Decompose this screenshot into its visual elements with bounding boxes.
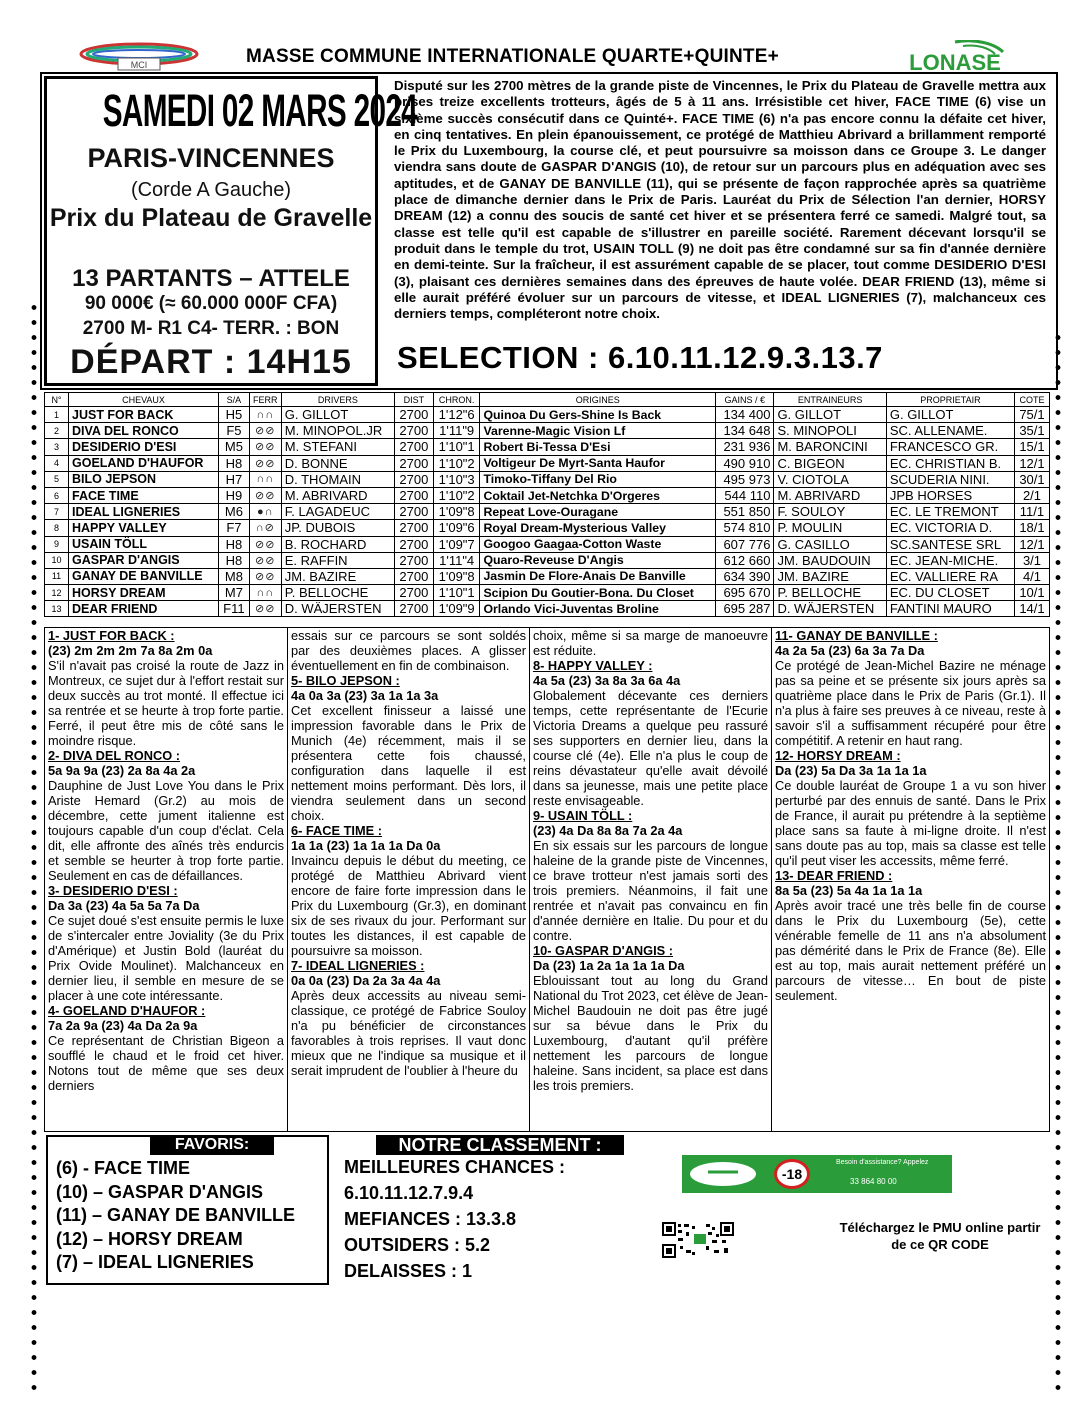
horse-comment-title: 4- GOELAND D'HAUFOR : — [48, 1003, 206, 1018]
distance: 2700 — [394, 407, 433, 423]
lonase-logo-text: LONASE — [909, 50, 1001, 74]
table-row — [45, 423, 1050, 439]
horse-sex-age: H9 — [219, 487, 250, 503]
horse-sex-age: M5 — [219, 439, 250, 455]
race-date: SAMEDI 02 MARS 2024 — [102, 85, 418, 136]
earnings: 634 390 — [715, 568, 773, 584]
runner-number: 1 — [45, 407, 69, 423]
driver-name: JM. BAZIRE — [281, 568, 394, 584]
classement-box — [340, 1135, 640, 1287]
distance: 2700 — [394, 487, 433, 503]
horse-comment-form: 7a 2a 9a (23) 4a Da 2a 9a — [48, 1018, 198, 1033]
horse-sex-age: M7 — [219, 585, 250, 601]
horse-comment-text: Après deux accessits au niveau semi-classique, ce protégé de Fabrice Souloy n'a pu bénéficier de circonstances favorables à trois reprises. Il vaut donc mieux que ne l'indique sa musique et il serait imprudent de l'oublier à l'heure du — [291, 988, 526, 1078]
favoris-item: (7) – IDEAL LIGNERIES — [56, 1252, 254, 1272]
shoeing-icon: ⊘⊘ — [249, 487, 281, 503]
runner-number: 2 — [45, 423, 69, 439]
favoris-item: (10) – GASPAR D'ANGIS — [56, 1181, 263, 1202]
shoeing-icon: ∩∩ — [249, 407, 281, 423]
earnings: 695 670 — [715, 585, 773, 601]
mci-logo-text: MCI — [130, 60, 148, 70]
race-presentation: Disputé sur les 2700 mètres de la grande piste de Vincennes, le Prix du Plateau de Gravelle mettra aux prises treize excellents trotteurs, âgés de 5 à 11 ans. Irrésistible cet hiver, FACE TIME (6) vise un sixième succès consécutif dans ce Quinté+. FACE TIME (6) n'a pas encore connu la défaite cet hiver, en cinq tentatives. En plein épanouissement, ce protégé de Matthieu Abrivard a brillamment remporté le Prix du Luxembourg, la course clé, et peut poursuivre sa moisson dans ce Groupe 3. Le danger viendra sans doute de GASPAR D'ANGIS (10), de retour sur un parcours plus en adéquation avec ses aptitudes, et de GANAY DE BANVILLE (11), qui se présente de façon rapprochée après sa quatrième place de dimanche dernier dans le Prix de Paris. Lauréat du Prix de Sélection l'an dernier, HORSY DREAM (12) a connu des soucis de santé cet hiver et se présentera ferré ce samedi. Malgré tout, sa classe est telle qu'il est capable de s'illustrer en pareille société. Rarement décevant lorsqu'il se produit dans le temple du trot, USAIN TOLL (9) ne doit pas être condamné sur sa fin d'année dernière en demi-teinte. Sur la fraîcheur, il est assurément capable de se placer, tout comme DESIDERIO D'ESI (3), plaisant ces dernières semaines dans des épreuves de haute volée. DEAR FRIEND (13), même si elle aurait préféré évoluer sur un parcours de vitesse, et IDEAL LIGNERIES (7), malchanceux ces derniers temps, compléteront notre choix. — [394, 78, 1046, 322]
trainer: JM. BAUDOUIN — [774, 552, 886, 568]
odds: 4/1 — [1014, 568, 1049, 584]
shoeing-icon: ⊘⊘ — [249, 568, 281, 584]
age-limit-icon: -18 — [774, 1159, 810, 1189]
origins: Quinoa Du Gers-Shine Is Back — [480, 407, 716, 423]
classement-mefiances: MEFIANCES : 13.3.8 — [344, 1209, 517, 1229]
horse-comment-text: Invaincu depuis le début du meeting, ce protégé de Matthieu Abrivard vient encore de faire forte impression dans le Prix du Luxembourg (Gr.3), en dominant six de ses rivaux du jour. Performant sur toutes les distances, il est capable de poursuivre sa moisson. — [291, 853, 526, 958]
horse-comment-text: S'il n'avait pas croisé la route de Jazz in Montreux, ce sujet dur à l'effort restait sur deux succès au trot monté. Il effectue ici sa rentrée et se heurte à trop forte partie. Ferré, il peut être mis de côté sans le moindre risque. — [48, 658, 284, 748]
runner-number: 10 — [45, 552, 69, 568]
horse-comment-form: Da 3a (23) 4a 5a 5a 7a Da — [48, 898, 200, 913]
runners-table-body — [45, 407, 1050, 617]
owner: SCUDERIA NINI. — [886, 471, 1014, 487]
horse-comment-form: 4a 5a (23) 3a 8a 3a 6a 4a — [533, 673, 681, 688]
runner-number: 3 — [45, 439, 69, 455]
trainer: P. MOULIN — [774, 520, 886, 536]
origins: Robert Bi-Tessa D'Esi — [480, 439, 716, 455]
earnings: 134 400 — [715, 407, 773, 423]
table-header-cell: COTE — [1014, 393, 1049, 407]
table-header-row — [45, 393, 1050, 407]
table-header-cell: DIST — [394, 393, 433, 407]
horse-comment-form: Da (23) 5a Da 3a 1a 1a 1a — [775, 763, 927, 778]
horse-comment — [291, 628, 526, 673]
horse-comment — [533, 658, 768, 808]
odds: 11/1 — [1014, 504, 1049, 520]
horse-comment — [775, 628, 1046, 748]
chrono: 1'10"2 — [433, 487, 480, 503]
horse-comment-text: choix, même si sa marge de manoeuvre est réduite. — [533, 628, 768, 658]
qr-code-icon[interactable] — [662, 1222, 734, 1258]
distance: 2700 — [394, 455, 433, 471]
odds: 3/1 — [1014, 552, 1049, 568]
owner: SC. ALLENAME. — [886, 423, 1014, 439]
distance: 2700 — [394, 585, 433, 601]
chrono: 1'09"8 — [433, 504, 480, 520]
shoeing-icon: ●∩ — [249, 504, 281, 520]
horse-comment-text: Ce sujet doué s'est ensuite permis le luxe de s'intercaler entre Joviality (3e du Prix d'Amérique) et Justin Bold (lauréat du Prix Ovide Moulinet). Malchanceux en dernier lieu, il semble en mesure de se placer à une cote intéressante. — [48, 913, 284, 1003]
horse-comment-title: 8- HAPPY VALLEY : — [533, 658, 653, 673]
horse-comment-text: Après avoir tracé une très belle fin de course dans le Prix du Luxembourg (5e), cette vénérable femelle de 11 ans n'a absolument pas démérité dans le Prix de France (8e). Elle est au top, mais aurait nettement préféré un parcours de vitesse… En bout de piste seulement. — [775, 898, 1046, 1003]
race-depart: DÉPART : 14H15 — [70, 343, 352, 381]
shoeing-icon: ∩∩ — [249, 471, 281, 487]
left-dot-border — [30, 300, 38, 1400]
classement-meilleures-label: MEILLEURES CHANCES : — [344, 1157, 566, 1177]
runner-number: 6 — [45, 487, 69, 503]
horse-comment-title: 9- USAIN TÖLL : — [533, 808, 633, 823]
race-selection: SELECTION : 6.10.11.12.9.3.13.7 — [397, 340, 883, 375]
trainer: C. BIGEON — [774, 455, 886, 471]
table-header-cell: DRIVERS — [281, 393, 394, 407]
horse-comment — [533, 808, 768, 943]
table-row — [45, 407, 1050, 423]
earnings: 574 810 — [715, 520, 773, 536]
race-allocation: 90 000€ (≈ 60.000 000F CFA) — [84, 293, 338, 314]
driver-name: M. ABRIVARD — [281, 487, 394, 503]
distance: 2700 — [394, 520, 433, 536]
trainer: M. ABRIVARD — [774, 487, 886, 503]
horse-comment — [775, 868, 1046, 1003]
odds: 12/1 — [1014, 536, 1049, 552]
table-header-cell: ORIGINES — [480, 393, 716, 407]
classement-heading: NOTRE CLASSEMENT : — [376, 1135, 624, 1155]
trainer: D. WÄJERSTEN — [774, 601, 886, 617]
distance: 2700 — [394, 536, 433, 552]
race-distance: 2700 M- R1 C4- TERR. : BON — [82, 318, 340, 339]
distance: 2700 — [394, 504, 433, 520]
comments-column-3 — [529, 628, 771, 1131]
table-row — [45, 471, 1050, 487]
horse-comment-form: 4a 2a 5a (23) 6a 3a 7a Da — [775, 643, 925, 658]
helpline-phone: 33 864 80 00 — [850, 1177, 897, 1186]
horse-comment — [48, 628, 284, 748]
trainer: S. MINOPOLI — [774, 423, 886, 439]
table-row — [45, 568, 1050, 584]
odds: 12/1 — [1014, 455, 1049, 471]
table-row — [45, 585, 1050, 601]
owner: EC. DU CLOSET — [886, 585, 1014, 601]
horse-sex-age: H8 — [219, 552, 250, 568]
driver-name: G. GILLOT — [281, 407, 394, 423]
shoeing-icon: ⊘⊘ — [249, 423, 281, 439]
horse-comment-title: 6- FACE TIME : — [291, 823, 383, 838]
horse-comment-title: 3- DESIDERIO D'ESI : — [48, 883, 178, 898]
horse-comment-title: 7- IDEAL LIGNERIES : — [291, 958, 425, 973]
driver-name: E. RAFFIN — [281, 552, 394, 568]
earnings: 695 287 — [715, 601, 773, 617]
horse-comment-title: 5- BILO JEPSON : — [291, 673, 400, 688]
horse-comment-title: 13- DEAR FRIEND : — [775, 868, 893, 883]
table-row — [45, 601, 1050, 617]
distance: 2700 — [394, 439, 433, 455]
favoris-item: (12) – HORSY DREAM — [56, 1228, 243, 1249]
mci-logo — [78, 40, 200, 72]
driver-name: B. ROCHARD — [281, 536, 394, 552]
chrono: 1'09"7 — [433, 536, 480, 552]
origins: Repeat Love-Ouragane — [480, 504, 716, 520]
chrono: 1'12"6 — [433, 407, 480, 423]
horse-comment-form: 5a 9a 9a (23) 2a 8a 4a 2a — [48, 763, 196, 778]
distance: 2700 — [394, 568, 433, 584]
horse-comment — [775, 748, 1046, 868]
right-dot-border — [1054, 330, 1062, 1390]
owner: EC. VICTORIA D. — [886, 520, 1014, 536]
horse-name: GANAY DE BANVILLE — [69, 568, 219, 584]
table-row — [45, 520, 1050, 536]
owner: G. GILLOT — [886, 407, 1014, 423]
favoris-list — [56, 1157, 295, 1275]
earnings: 134 648 — [715, 423, 773, 439]
shoeing-icon: ⊘⊘ — [249, 552, 281, 568]
chrono: 1'11"4 — [433, 552, 480, 568]
trainer: JM. BAZIRE — [774, 568, 886, 584]
owner: FRANCESCO GR. — [886, 439, 1014, 455]
race-venue: PARIS-VINCENNES — [87, 143, 335, 173]
table-header-cell: PROPRIETAIR — [886, 393, 1014, 407]
horse-comment-form: (23) 4a Da 8a 8a 7a 2a 4a — [533, 823, 683, 838]
horse-name: HORSY DREAM — [69, 585, 219, 601]
shoeing-icon: ⊘⊘ — [249, 455, 281, 471]
lonase-logo — [885, 40, 1025, 74]
pmu-download-text: Téléchargez le PMU online partir de ce QR CODE — [839, 1220, 1041, 1252]
horse-comment-form: 4a 0a 3a (23) 3a 1a 1a 3a — [291, 688, 439, 703]
distance: 2700 — [394, 552, 433, 568]
origins: Quaro-Reveuse D'Angis — [480, 552, 716, 568]
comments-column-4 — [771, 628, 1049, 1131]
owner: SC.SANTESE SRL — [886, 536, 1014, 552]
odds: 2/1 — [1014, 487, 1049, 503]
distance: 2700 — [394, 471, 433, 487]
horse-comment-text: En six essais sur les parcours de longue haleine de la grande piste de Vincennes, ce brave trotteur n'est jamais sorti des trois premiers. Néanmoins, il fait une rentrée et n'avait pas convaincu en fin d'année dernière en Italie. Du pour et du contre. — [533, 838, 768, 943]
shoeing-icon: ⊘⊘ — [249, 601, 281, 617]
horse-comment-title: 10- GASPAR D'ANGIS : — [533, 943, 674, 958]
driver-name: M. STEFANI — [281, 439, 394, 455]
table-row — [45, 487, 1050, 503]
trainer: F. SOULOY — [774, 504, 886, 520]
chrono: 1'09"9 — [433, 601, 480, 617]
origins: Voltigeur De Myrt-Santa Haufor — [480, 455, 716, 471]
shoeing-icon: ∩⊘ — [249, 520, 281, 536]
horse-sex-age: H5 — [219, 407, 250, 423]
horse-name: JUST FOR BACK — [69, 407, 219, 423]
horse-name: DEAR FRIEND — [69, 601, 219, 617]
table-header-cell: FERR — [249, 393, 281, 407]
race-name: Prix du Plateau de Gravelle — [49, 204, 373, 232]
favoris-heading: FAVORIS: — [150, 1135, 274, 1155]
trainer: G. CASILLO — [774, 536, 886, 552]
origins: Timoko-Tiffany Del Rio — [480, 471, 716, 487]
lonase-mini-logo-icon — [688, 1160, 758, 1188]
owner: EC. CHRISTIAN B. — [886, 455, 1014, 471]
horse-sex-age: H7 — [219, 471, 250, 487]
horse-comment-text: Dauphine de Just Love You dans le Prix Ariste Hemard (Gr.2) au mois de décembre, cette jument italienne est toujours capable d'un coup d'éclat. Cela dit, elle affronte des aînés très endurcis et semble se heurter à trop forte partie. Seulement en cas de défaillances. — [48, 778, 284, 883]
horse-comment — [291, 823, 526, 958]
horse-name: GOELAND D'HAUFOR — [69, 455, 219, 471]
runners-table — [44, 392, 1050, 617]
earnings: 551 850 — [715, 504, 773, 520]
horse-comment-form: 0a 0a (23) Da 2a 3a 4a 4a — [291, 973, 441, 988]
driver-name: D. THOMAIN — [281, 471, 394, 487]
horse-comment-text: Ce protégé de Jean-Michel Bazire ne ménage pas sa peine et se présente six jours après sa quatrième place dans le Prix de Paris (Gr.1). Il n'a plus à faire ses preuves à ce niveau, reste à savoir s'il a suffisamment récupéré pour être compétitif. A retenir en haut rang. — [775, 658, 1046, 748]
driver-name: D. BONNE — [281, 455, 394, 471]
classement-delaisses: DELAISSES : 1 — [344, 1261, 473, 1281]
driver-name: F. LAGADEUC — [281, 504, 394, 520]
horse-name: USAIN TÖLL — [69, 536, 219, 552]
table-header-cell: CHEVAUX — [69, 393, 219, 407]
odds: 10/1 — [1014, 585, 1049, 601]
helpline-label: Besoin d'assistance? Appelez — [836, 1159, 929, 1166]
classement-outsiders: OUTSIDERS : 5.2 — [344, 1235, 491, 1255]
favoris-box — [46, 1135, 329, 1285]
horse-comment-title: 2- DIVA DEL RONCO : — [48, 748, 181, 763]
classement-meilleures: 6.10.11.12.7.9.4 — [344, 1183, 474, 1203]
earnings: 231 936 — [715, 439, 773, 455]
horse-comment-form: 1a 1a (23) 1a 1a 1a Da 0a — [291, 838, 441, 853]
horse-sex-age: F7 — [219, 520, 250, 536]
trainer: P. BELLOCHE — [774, 585, 886, 601]
horse-sex-age: H8 — [219, 536, 250, 552]
horse-comment-text: Eblouissant tout au long du Grand National du Trot 2023, cet élève de Jean-Michel Baudouin ne doit pas être jugé sur sa bévue dans le Prix du Luxembourg, d'autant qu'il préfère nettement les parcours de longue haleine. Sans incident, sa place est dans les trois premiers. — [533, 973, 768, 1093]
horse-sex-age: F11 — [219, 601, 250, 617]
horse-comment-text: Ce double lauréat de Groupe 1 a vu son hiver perturbé par des ennuis de santé. Dans le Prix de France, il aurait pu prétendre à la septième place sans sa faute à mi-ligne droite. Il n'est sans doute pas au top, mais sa classe est telle qu'il peut viser les accessits, même ferré. — [775, 778, 1046, 868]
horse-name: GASPAR D'ANGIS — [69, 552, 219, 568]
horse-comment-text: Globalement décevante ces derniers temps, cette représentante de l'Ecurie Victoria Dreams a quelque peu rassuré ses supporters en dernier lieu, dans la course clé (4e). Elle n'a plus le coup de reins dévastateur qu'elle avait dévoilé dans sa jeunesse, mais une petite place reste envisageable. — [533, 688, 768, 808]
origins: Royal Dream-Mysterious Valley — [480, 520, 716, 536]
horse-comments — [44, 627, 1050, 1132]
runner-number: 13 — [45, 601, 69, 617]
chrono: 1'10"1 — [433, 439, 480, 455]
horse-comment — [291, 673, 526, 823]
horse-comment-text: essais sur ce parcours se sont soldés par des deuxièmes places. A glisser éventuellement en fin de combinaison. — [291, 628, 526, 673]
horse-sex-age: M8 — [219, 568, 250, 584]
horse-name: HAPPY VALLEY — [69, 520, 219, 536]
horse-comment-text: Cet excellent finisseur a laissé une impression favorable dans le Prix de Munich (4e) récemment, mais il se présentera cette fois chaussé, configuration dans laquelle il est nettement moins performant. Dès lors, il viendra seulement dans un second choix. — [291, 703, 526, 823]
table-header-cell: S/A — [219, 393, 250, 407]
comments-column-2 — [287, 628, 529, 1131]
shoeing-icon: ⊘⊘ — [249, 439, 281, 455]
origins: Googoo Gaagaa-Cotton Waste — [480, 536, 716, 552]
race-corde: (Corde A Gauche) — [130, 179, 292, 201]
horse-comment-form: Da (23) 1a 2a 1a 1a 1a Da — [533, 958, 685, 973]
trainer: V. CIOTOLA — [774, 471, 886, 487]
horse-comment-form: (23) 2m 2m 2m 7a 8a 2m 0a — [48, 643, 213, 658]
horse-sex-age: F5 — [219, 423, 250, 439]
runner-number: 9 — [45, 536, 69, 552]
table-header-cell: GAINS / € — [715, 393, 773, 407]
table-row — [45, 536, 1050, 552]
odds: 15/1 — [1014, 439, 1049, 455]
driver-name: D. WÄJERSTEN — [281, 601, 394, 617]
horse-name: BILO JEPSON — [69, 471, 219, 487]
distance: 2700 — [394, 423, 433, 439]
race-partants: 13 PARTANTS – ATTELE — [72, 265, 350, 292]
horse-sex-age: M6 — [219, 504, 250, 520]
runner-number: 11 — [45, 568, 69, 584]
odds: 30/1 — [1014, 471, 1049, 487]
favoris-item: (11) – GANAY DE BANVILLE — [56, 1205, 296, 1225]
earnings: 612 660 — [715, 552, 773, 568]
table-header-cell: N° — [45, 393, 69, 407]
table-row — [45, 455, 1050, 471]
table-header-cell: ENTRAINEURS — [774, 393, 886, 407]
horse-name: FACE TIME — [69, 487, 219, 503]
page-title: MASSE COMMUNE INTERNATIONALE QUARTE+QUINTE+ — [246, 46, 779, 67]
horse-comment — [533, 943, 768, 1093]
owner: EC. JEAN-MICHE. — [886, 552, 1014, 568]
horse-comment — [48, 748, 284, 883]
odds: 75/1 — [1014, 407, 1049, 423]
runner-number: 8 — [45, 520, 69, 536]
horse-sex-age: H8 — [219, 455, 250, 471]
driver-name: P. BELLOCHE — [281, 585, 394, 601]
runner-number: 12 — [45, 585, 69, 601]
earnings: 544 110 — [715, 487, 773, 503]
horse-comment — [48, 1003, 284, 1093]
horse-name: DESIDERIO D'ESI — [69, 439, 219, 455]
horse-name: IDEAL LIGNERIES — [69, 504, 219, 520]
chrono: 1'10"1 — [433, 585, 480, 601]
chrono: 1'09"6 — [433, 520, 480, 536]
table-header-cell: CHRON. — [433, 393, 480, 407]
table-row — [45, 504, 1050, 520]
runner-number: 5 — [45, 471, 69, 487]
runner-number: 4 — [45, 455, 69, 471]
trainer: G. GILLOT — [774, 407, 886, 423]
horse-comment-form: 8a 5a (23) 5a 4a 1a 1a 1a — [775, 883, 923, 898]
horse-comment-title: 1- JUST FOR BACK : — [48, 628, 175, 643]
horse-name: DIVA DEL RONCO — [69, 423, 219, 439]
odds: 14/1 — [1014, 601, 1049, 617]
chrono: 1'11"9 — [433, 423, 480, 439]
earnings: 490 910 — [715, 455, 773, 471]
shoeing-icon: ∩∩ — [249, 585, 281, 601]
origins: Jasmin De Flore-Anais De Banville — [480, 568, 716, 584]
owner: EC. LE TREMONT — [886, 504, 1014, 520]
responsible-gaming-banner — [682, 1155, 952, 1193]
comments-column-1 — [45, 628, 287, 1131]
driver-name: JP. DUBOIS — [281, 520, 394, 536]
race-info-box — [44, 76, 418, 386]
origins: Varenne-Magic Vision Lf — [480, 423, 716, 439]
favoris-item: (6) - FACE TIME — [56, 1158, 190, 1178]
horse-comment-title: 11- GANAY DE BANVILLE : — [775, 628, 938, 643]
origins: Orlando Vici-Juventas Broline — [480, 601, 716, 617]
table-row — [45, 439, 1050, 455]
owner: FANTINI MAURO — [886, 601, 1014, 617]
earnings: 495 973 — [715, 471, 773, 487]
horse-comment — [291, 958, 526, 1078]
runner-number: 7 — [45, 504, 69, 520]
horse-comment — [48, 883, 284, 1003]
odds: 18/1 — [1014, 520, 1049, 536]
odds: 35/1 — [1014, 423, 1049, 439]
origins: Coktail Jet-Netchka D'Orgeres — [480, 487, 716, 503]
chrono: 1'10"3 — [433, 471, 480, 487]
horse-comment-title: 12- HORSY DREAM : — [775, 748, 901, 763]
origins: Scipion Du Goutier-Bona. Du Closet — [480, 585, 716, 601]
table-row — [45, 552, 1050, 568]
owner: JPB HORSES — [886, 487, 1014, 503]
chrono: 1'09"8 — [433, 568, 480, 584]
horse-comment-text: Ce représentant de Christian Bigeon a soufflé le chaud et le froid cet hiver. Notons tout de même que ses deux derniers — [48, 1033, 284, 1093]
chrono: 1'10"2 — [433, 455, 480, 471]
trainer: M. BARONCINI — [774, 439, 886, 455]
earnings: 607 776 — [715, 536, 773, 552]
driver-name: M. MINOPOL.JR — [281, 423, 394, 439]
horse-comment — [533, 628, 768, 658]
shoeing-icon: ⊘⊘ — [249, 536, 281, 552]
distance: 2700 — [394, 601, 433, 617]
owner: EC. VALLIERE RA — [886, 568, 1014, 584]
